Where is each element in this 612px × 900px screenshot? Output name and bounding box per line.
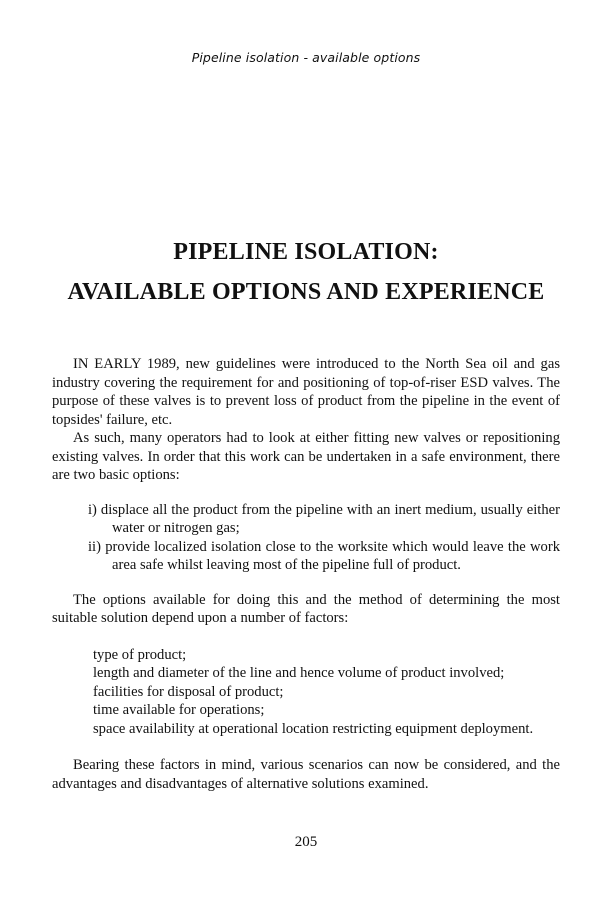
list-item: facilities for disposal of product; bbox=[93, 683, 284, 700]
options-list bbox=[52, 501, 560, 575]
page-title bbox=[0, 232, 612, 312]
body-text bbox=[52, 355, 560, 793]
factors-list bbox=[52, 646, 560, 739]
intro-paragraph: IN EARLY 1989, new guidelines were introduced to the North Sea oil and gas industry covering the requirement for and positioning of top-of-riser ESD valves. The purpose of these valves is to prevent loss of product from the pipeline in the event of topsides' failure, etc. bbox=[52, 356, 560, 428]
list-item: type of product; bbox=[93, 646, 187, 663]
list-item: ii) provide localized isolation close to the worksite which would leave the work area safe whilst leaving most of the pipeline full of product. bbox=[88, 538, 560, 573]
list-item: space availability at operational location restricting equipment deployment. bbox=[93, 720, 534, 737]
list-item: length and diameter of the line and hence volume of product involved; bbox=[93, 665, 505, 681]
conclusion-paragraph: Bearing these factors in mind, various scenarios can now be considered, and the advantages and disadvantages of alternative solutions examined. bbox=[52, 757, 560, 792]
list-item: i) displace all the product from the pipeline with an inert medium, usually either water or nitrogen gas; bbox=[88, 501, 560, 536]
running-head: Pipeline isolation - available options bbox=[191, 50, 421, 65]
title-line-1: PIPELINE ISOLATION: bbox=[173, 239, 439, 265]
operators-paragraph: As such, many operators had to look at either fitting new valves or repositioning existing valves. In order that this work can be undertaken in a safe environment, there are two basic options: bbox=[52, 430, 560, 483]
list-item: time available for operations; bbox=[93, 702, 265, 718]
title-line-2: AVAILABLE OPTIONS AND EXPERIENCE bbox=[67, 279, 545, 305]
page-number: 205 bbox=[294, 834, 318, 850]
factors-intro-paragraph: The options available for doing this and the method of determining the most suitable solution depend upon a number of factors: bbox=[52, 591, 560, 626]
